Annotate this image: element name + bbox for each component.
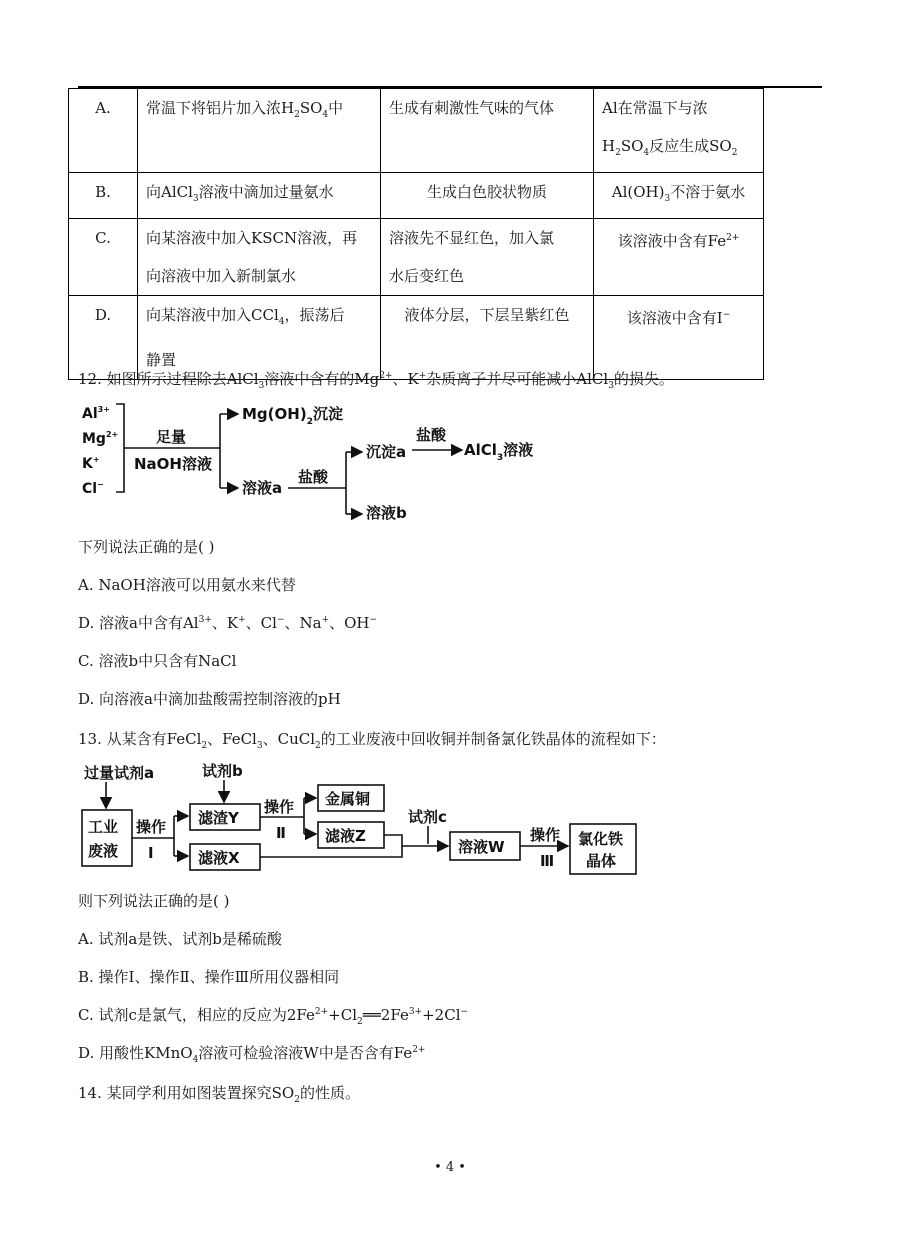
reagent-bottom: NaOH溶液	[134, 455, 212, 473]
acid1-label: 盐酸	[298, 468, 329, 486]
operation-cell: 向某溶液中加入KSCN溶液，再 向溶液中加入新制氯水	[138, 219, 381, 296]
alcl3-product: AlCl$_3$溶液	[464, 441, 534, 463]
row-label: C.	[69, 219, 138, 296]
q12-option-b: D. 溶液a中含有$Al^{3+}$、K+、Cl−、Na+、OH−	[78, 614, 378, 632]
crystal-label-1: 氯化铁	[578, 830, 624, 848]
precipitate-a: 沉淀a	[366, 443, 407, 461]
reagent-c-label: 试剂c	[408, 808, 447, 826]
conclusion-cell: Al在常温下与浓 $H_2SO_4$反应生成$SO_2$	[594, 89, 764, 173]
solution-a: 溶液a	[242, 479, 283, 497]
ion-cl: Cl−	[82, 480, 104, 497]
phenomenon-cell: 生成白色胶状物质	[381, 173, 594, 219]
filtrate-x: 滤液X	[198, 849, 240, 867]
q13-flow-diagram	[78, 760, 648, 880]
crystal-label-2: 晶体	[586, 852, 617, 870]
ion-mg: $Mg^{2+}$	[82, 430, 119, 447]
q13-option-a: A. 试剂a是铁、试剂b是稀硫酸	[78, 930, 282, 948]
row-label: D.	[69, 296, 138, 380]
q13-option-d: D. 用酸性KMnO$_4$溶液可检验溶液W中是否含有$Fe^{2+}$	[78, 1044, 426, 1065]
row-label: B.	[69, 173, 138, 219]
table-row	[69, 89, 764, 173]
q14-stem: 14. 某同学利用如图装置探究$SO_2$的性质。	[78, 1084, 360, 1105]
phenomenon-cell: 液体分层，下层呈紫红色	[381, 296, 594, 380]
acid2-label: 盐酸	[416, 426, 447, 444]
conclusion-cell: 该溶液中含有I−	[594, 296, 764, 380]
q13-option-b: B. 操作Ⅰ、操作Ⅱ、操作Ⅲ所用仪器相同	[78, 968, 340, 986]
conclusion-cell: 该溶液中含有$Fe^{2+}$	[594, 219, 764, 296]
reagent-a-label: 过量试剂a	[84, 764, 155, 782]
q13-prompt: 则下列说法正确的是( )	[78, 892, 230, 910]
waste-label-1: 工业	[88, 818, 119, 836]
residue-y: 滤渣Y	[198, 809, 239, 827]
table-row	[69, 296, 764, 380]
page-number: • 4 •	[434, 1160, 466, 1175]
operation-cell: 常温下将铝片加入浓$H_2SO_4$中	[138, 89, 381, 173]
operation-cell: 向AlCl$_3$溶液中滴加过量氨水	[138, 173, 381, 219]
copper: 金属铜	[325, 790, 371, 808]
ion-k: K+	[82, 455, 100, 472]
ion-al: $Al^{3+}$	[82, 405, 110, 422]
filtrate-z: 滤液Z	[325, 827, 366, 845]
ions-bracket	[116, 404, 124, 492]
q12-flow-diagram	[78, 396, 558, 526]
reagent-b-label: 试剂b	[202, 762, 243, 780]
solution-w: 溶液W	[458, 838, 505, 856]
waste-label-2: 废液	[88, 842, 119, 860]
q12-option-c: C. 溶液b中只含有NaCl	[78, 652, 237, 670]
table-row	[69, 173, 764, 219]
op2-label: 操作	[264, 798, 295, 816]
op3-numeral: Ⅲ	[540, 852, 555, 870]
q12-option-d: D. 向溶液a中滴加盐酸需控制溶液的pH	[78, 690, 341, 708]
row-label: A.	[69, 89, 138, 173]
op2-numeral: Ⅱ	[276, 824, 286, 842]
q13-stem: 13. 从某含有FeCl$_2$、FeCl$_3$、CuCl$_2$的工业废液中回收铜并制备氯化铁晶体的流程如下：	[78, 730, 666, 751]
q12-stem: 12. 如图所示过程除去AlCl$_3$溶液中含有的$Mg^{2+}$、K+杂质离子并尽可能减小AlCl$_3$的损失。	[78, 370, 674, 391]
op1-label: 操作	[136, 818, 167, 836]
solution-b: 溶液b	[366, 504, 407, 522]
q12-option-a: A. NaOH溶液可以用氨水来代替	[78, 576, 296, 594]
mg-oh-precipitate: $Mg(OH)_2$沉淀	[242, 405, 343, 427]
q12-prompt: 下列说法正确的是( )	[78, 538, 215, 556]
operation-cell: 向某溶液中加入CCl$_4$，振荡后 静置	[138, 296, 381, 380]
op3-label: 操作	[530, 826, 561, 844]
phenomenon-cell: 生成有刺激性气味的气体	[381, 89, 594, 173]
op1-numeral: Ⅰ	[148, 844, 154, 862]
q13-option-c: C. 试剂c是氯气，相应的反应为$2Fe^{2+}+Cl_2══2Fe^{3+}+2Cl^-$	[78, 1006, 469, 1027]
options-table	[68, 88, 764, 380]
conclusion-cell: $Al(OH)_3$不溶于氨水	[594, 173, 764, 219]
phenomenon-cell: 溶液先不显红色，加入氯 水后变红色	[381, 219, 594, 296]
table-row	[69, 219, 764, 296]
reagent-top: 足量	[156, 428, 187, 446]
